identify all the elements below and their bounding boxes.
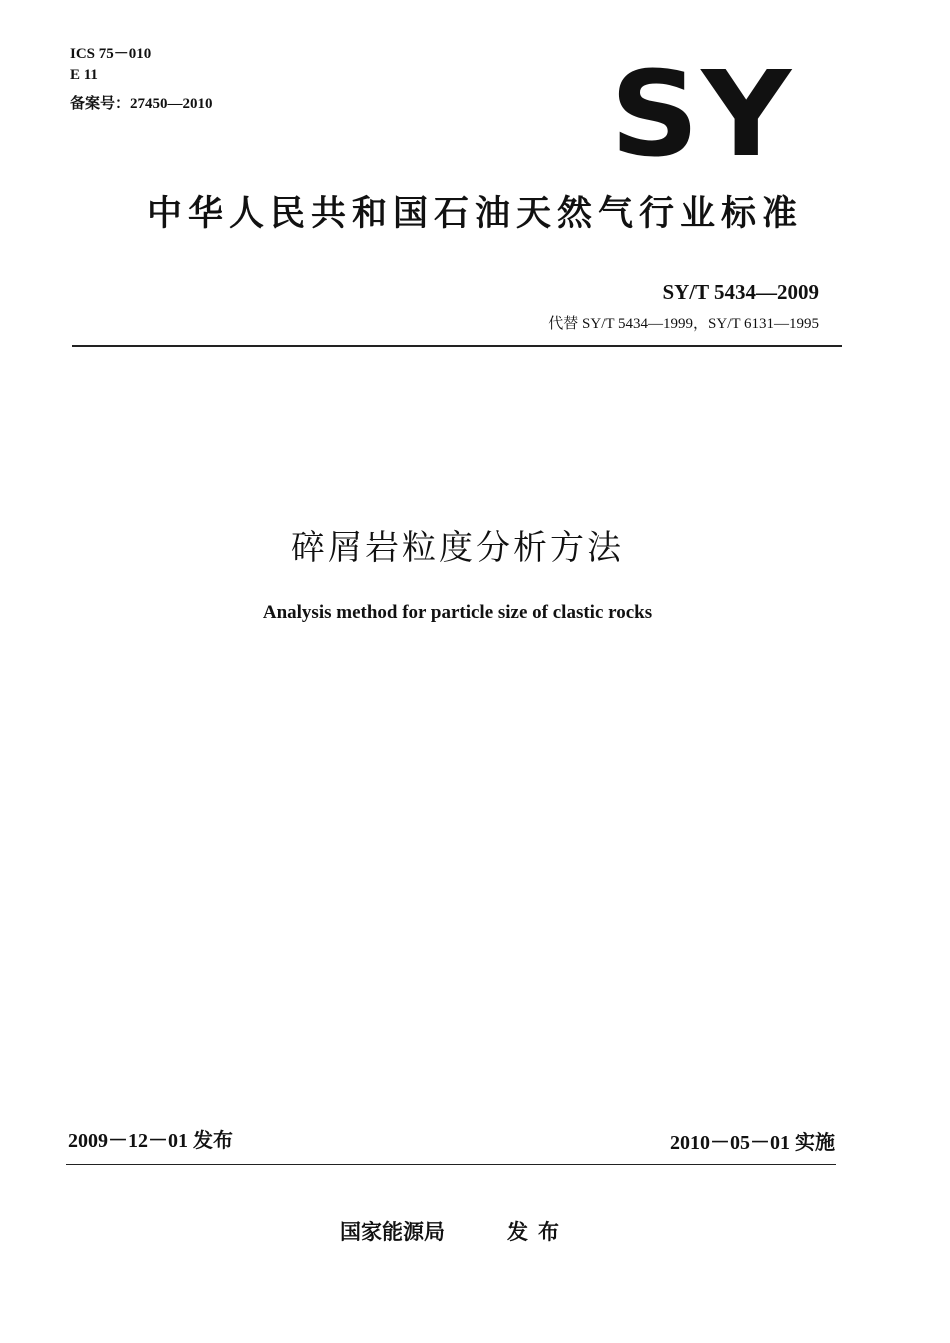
sy-logo: SY — [610, 45, 794, 183]
ccs-code: E 11 — [70, 67, 98, 83]
issuer-name: 国家能源局 — [340, 1220, 445, 1244]
issuer-action: 发布 — [507, 1220, 569, 1244]
replaces-standards: 代替 SY/T 5434—1999，SY/T 6131—1995 — [548, 316, 819, 332]
organization-title: 中华人民共和国石油天然气行业标准 — [146, 194, 803, 234]
standard-number: SY/T 5434—2009 — [662, 280, 819, 304]
ics-code: ICS 75－010 — [70, 46, 152, 62]
bottom-divider — [66, 1164, 836, 1165]
implementation-date: 2010－05－01 实施 — [670, 1132, 835, 1154]
filing-number: 备案号：27450—2010 — [70, 96, 213, 112]
document-title-english: Analysis method for particle size of clastic rocks — [262, 602, 653, 623]
document-title-chinese: 碎屑岩粒度分析方法 — [291, 528, 624, 568]
issue-date: 2009－12－01 发布 — [68, 1130, 233, 1152]
top-divider — [72, 345, 842, 347]
